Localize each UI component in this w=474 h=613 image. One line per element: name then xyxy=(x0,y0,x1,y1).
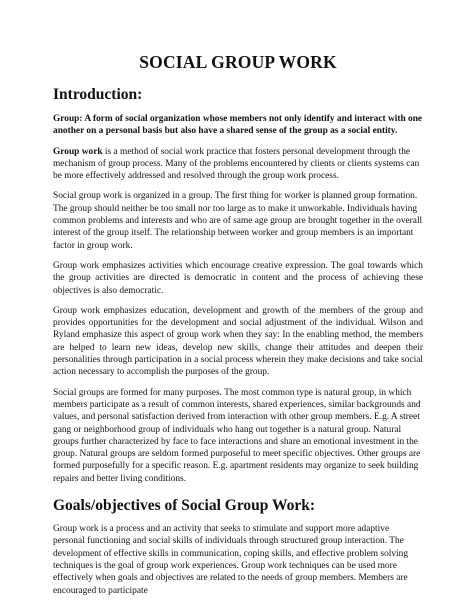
group-definition: Group: A form of social organization whose members not only identify and interact with one another on a personal basis but also have a shared sense of the group as a social entity. xyxy=(53,114,423,137)
intro-paragraph-3: Group work emphasizes activities which encourage creative expression. The goal towards which the group activities are directed is democratic in content and the process of achieving these objectives is also democratic. xyxy=(53,260,423,296)
document-title: SOCIAL GROUP WORK xyxy=(139,52,337,72)
introduction-heading: Introduction: xyxy=(53,86,143,103)
intro-paragraph-4: Group work emphasizes education, development and growth of the members of the group and provides opportunities for the development and social adjustment of the individual. Wilson and Ryland emphasize this aspect of group work when they say: In the enabling method, the members are helped to learn new ideas, develop new skills, change their attitudes and deepen their personalities through participation in a social process wherein they make decisions and take social action necessary to accomplish the purposes of the group. xyxy=(53,305,423,378)
intro-paragraph-5: Social groups are formed for many purposes. The most common type is natural group, in which members participate as a result of common interests, shared experiences, similar backgrounds and values, and personal satisfaction derived from interaction with other group members. E.g. A street gang or neighborhood group of individuals who hang out together is a natural group. Natural groups further characterized by face to face interactions and share an emotional investment in the group. Natural groups are seldom formed purposeful to meet specific objectives. Other groups are formed purposefully for a specific reason. E.g. apartment residents may organize to seek building repairs and better living conditions. xyxy=(53,387,421,484)
goals-paragraph-1: Group work is a process and an activity that seeks to stimulate and support more adaptive personal functioning and social skills of individuals through structured group interaction. The development of effective skills in communication, coping skills, and effective problem solving techniques is the goal of group work experiences. Group work techniques can be used more effectively when goals and objectives are related to the needs of group members. Members are encouraged to participate xyxy=(53,524,409,596)
goals-heading: Goals/objectives of Social Group Work: xyxy=(53,497,316,515)
intro-paragraph-1-text: is a method of social work practice that fosters personal development through the mechanism of group process. Many of the problems encountered by clients or clients systems can be more effectively addressed and resolved through the group work process. xyxy=(53,146,420,182)
intro-paragraph-1 xyxy=(53,146,423,183)
intro-paragraph-2: Social group work is organized in a group. The first thing for worker is planned group formation. The group should neither be too small nor too large as to make it unworkable. Individuals having common problems and interests and who are of same age group are brought together in the overall interest of the group itself. The relationship between worker and group members is an important factor in group work. xyxy=(53,191,423,251)
group-work-term: Group work xyxy=(53,146,103,157)
document-page xyxy=(53,52,423,605)
